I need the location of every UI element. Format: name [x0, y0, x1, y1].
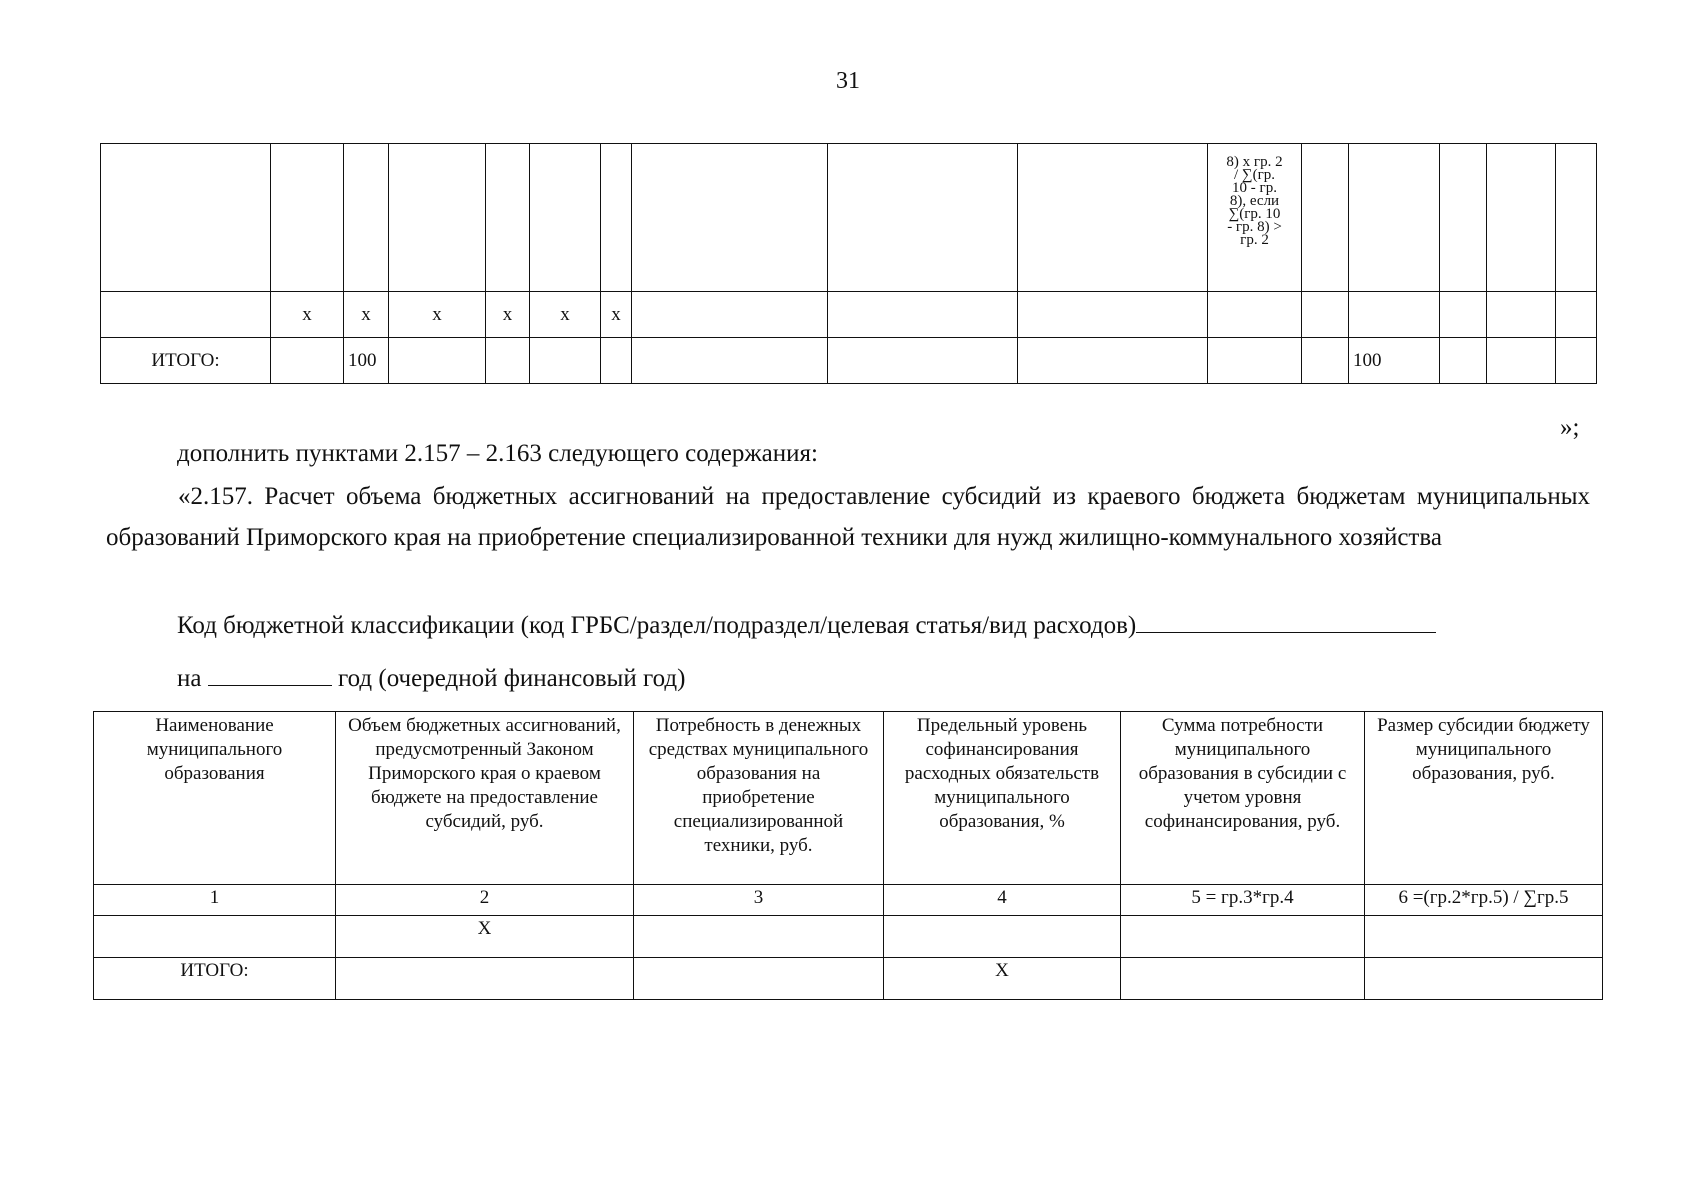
column-header: Размер субсидии бюджету муниципального образования, руб. — [1365, 712, 1603, 885]
page-number: 31 — [836, 68, 860, 94]
x-mark: х — [344, 292, 389, 338]
x-mark: Х — [884, 958, 1121, 1000]
subsidy-table-total-row — [94, 958, 1603, 1000]
subsidy-table — [93, 711, 1603, 1000]
column-number: 3 — [634, 885, 884, 916]
budget-code-line — [177, 605, 1436, 647]
x-mark: х — [271, 292, 344, 338]
year-line — [177, 658, 685, 700]
column-header: Потребность в денежных средствах муниципального образования на приобретение специализированной техники, руб. — [634, 712, 884, 885]
total-label: ИТОГО: — [101, 338, 271, 384]
column-number: 4 — [884, 885, 1121, 916]
year-prefix: на — [177, 665, 202, 692]
top-table-x-row — [101, 292, 1597, 338]
total-value: 100 — [1349, 338, 1440, 384]
formula-line: ∑(гр. 10 — [1228, 206, 1281, 222]
section-title-paragraph: «2.157. Расчет объема бюджетных ассигнований на предоставление субсидий из краевого бюджета бюджетам муниципальных образований Приморского края на приобретение специализированной техники для нужд жилищно-коммунального хозяйства — [106, 483, 1590, 551]
column-number: 6 =(гр.2*гр.5) / ∑гр.5 — [1365, 885, 1603, 916]
year-suffix: год (очередной финансовый год) — [337, 665, 686, 692]
column-number: 2 — [336, 885, 634, 916]
subsidy-table-number-row — [94, 885, 1603, 916]
top-table-total-row — [101, 338, 1597, 384]
column-number: 5 = гр.3*гр.4 — [1121, 885, 1365, 916]
x-mark: х — [389, 292, 486, 338]
formula-line: 8), если — [1229, 193, 1280, 209]
total-label: ИТОГО: — [94, 958, 336, 1000]
amendment-paragraph: дополнить пунктами 2.157 – 2.163 следующего содержания: — [177, 440, 818, 467]
top-table — [100, 143, 1597, 384]
column-header: Сумма потребности муниципального образования в субсидии с учетом уровня софинансирования, руб. — [1121, 712, 1365, 885]
column-header: Наименование муниципального образования — [94, 712, 336, 885]
total-value: 100 — [344, 338, 389, 384]
subsidy-table-data-row — [94, 916, 1603, 958]
budget-code-label: Код бюджетной классификации (код ГРБС/раздел/подраздел/целевая статья/вид расходов) — [177, 612, 1137, 639]
formula-line: / ∑(гр. — [1233, 167, 1275, 183]
subsidy-table-header-row — [94, 712, 1603, 885]
formula-line: - гр. 8) > — [1227, 219, 1282, 235]
column-number: 1 — [94, 885, 336, 916]
column-header: Объем бюджетных ассигнований, предусмотренный Законом Приморского края о краевом бюджете на предоставление субсидий, руб. — [336, 712, 634, 885]
column-header: Предельный уровень софинансирования расходных обязательств муниципального образования, % — [884, 712, 1121, 885]
formula-line: 8) х гр. 2 — [1226, 154, 1283, 170]
year-blank — [208, 659, 332, 686]
x-mark: х — [601, 292, 632, 338]
formula-line: гр. 2 — [1240, 232, 1269, 248]
budget-code-blank — [1136, 606, 1436, 633]
x-mark: х — [530, 292, 601, 338]
formula-cell — [1208, 144, 1302, 292]
formula-line: 10 - гр. — [1232, 180, 1277, 196]
top-table-formula-row — [101, 144, 1597, 292]
closing-quote: »; — [1560, 414, 1580, 441]
x-mark: Х — [336, 916, 634, 958]
x-mark: х — [486, 292, 530, 338]
